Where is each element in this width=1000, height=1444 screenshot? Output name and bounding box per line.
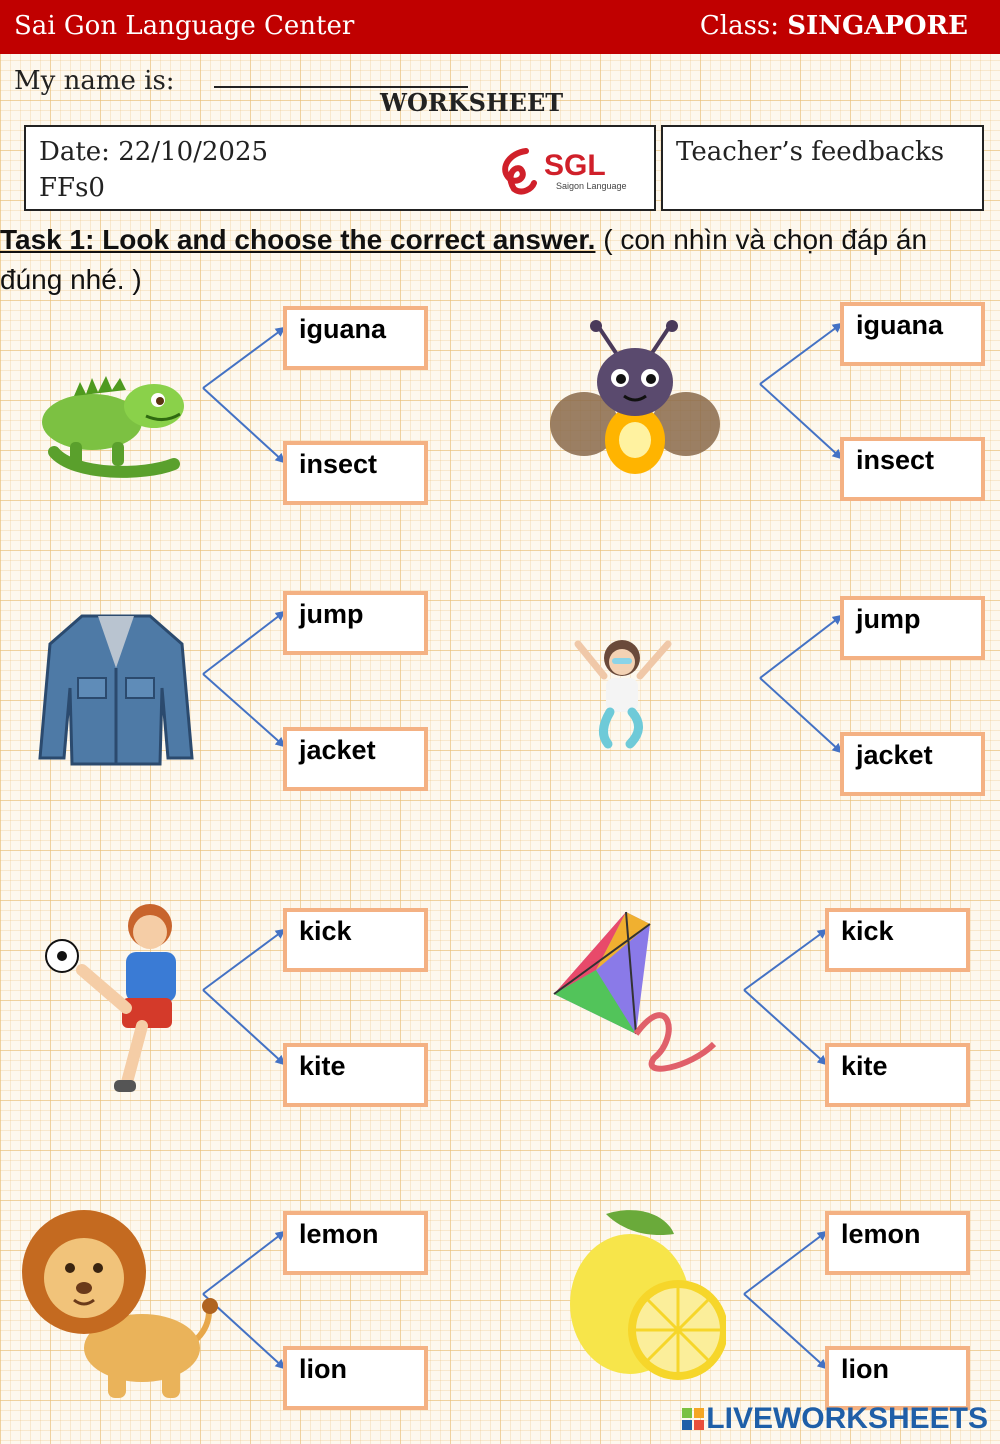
option-box[interactable]: iguana — [840, 302, 985, 366]
option-box[interactable]: jacket — [283, 727, 428, 791]
kite-image — [550, 908, 718, 1088]
feedback-label: Teacher’s feedbacks — [676, 137, 945, 167]
option-box[interactable]: insect — [283, 441, 428, 505]
option-box[interactable]: jump — [283, 591, 428, 655]
option-box[interactable]: lion — [825, 1346, 970, 1410]
option-box[interactable]: iguana — [283, 306, 428, 370]
boy-kicking-ball-image — [42, 896, 188, 1102]
denim-jacket-image — [38, 608, 194, 768]
option-box[interactable]: lion — [283, 1346, 428, 1410]
option-box[interactable]: kite — [825, 1043, 970, 1107]
jumping-girl-image — [570, 636, 674, 752]
iguana-image — [34, 364, 194, 480]
class-label: Class: — [699, 11, 780, 41]
logo-subtext: Saigon Language — [556, 181, 627, 191]
option-box[interactable]: lemon — [825, 1211, 970, 1275]
option-box[interactable]: lemon — [283, 1211, 428, 1275]
option-box[interactable]: jump — [840, 596, 985, 660]
option-box[interactable]: insect — [840, 437, 985, 501]
name-label: My name is: — [14, 66, 175, 96]
firefly-insect-image — [550, 320, 720, 485]
worksheet-title: WORKSHEET — [380, 88, 564, 117]
option-box[interactable]: kite — [283, 1043, 428, 1107]
class-code: FFs0 — [39, 173, 105, 203]
date-text: Date: 22/10/2025 — [39, 137, 269, 167]
center-name: Sai Gon Language Center — [14, 11, 355, 41]
liveworksheets-brand: LIVEWORKSHEETS — [706, 1402, 988, 1435]
liveworksheets-logo — [682, 1402, 988, 1436]
lion-image — [22, 1198, 220, 1402]
logo-text: SGL — [544, 149, 606, 182]
liveworksheets-icon — [682, 1408, 704, 1430]
option-box[interactable]: jacket — [840, 732, 985, 796]
task-title: Task 1: Look and choose the correct answer. — [0, 224, 596, 255]
option-box[interactable]: kick — [825, 908, 970, 972]
class-value: SINGAPORE — [787, 11, 968, 41]
lemon-image — [566, 1204, 726, 1388]
option-box[interactable]: kick — [283, 908, 428, 972]
task-instruction-vi: ( con nhìn và chọn đáp án đúng nhé. ) — [0, 224, 928, 295]
